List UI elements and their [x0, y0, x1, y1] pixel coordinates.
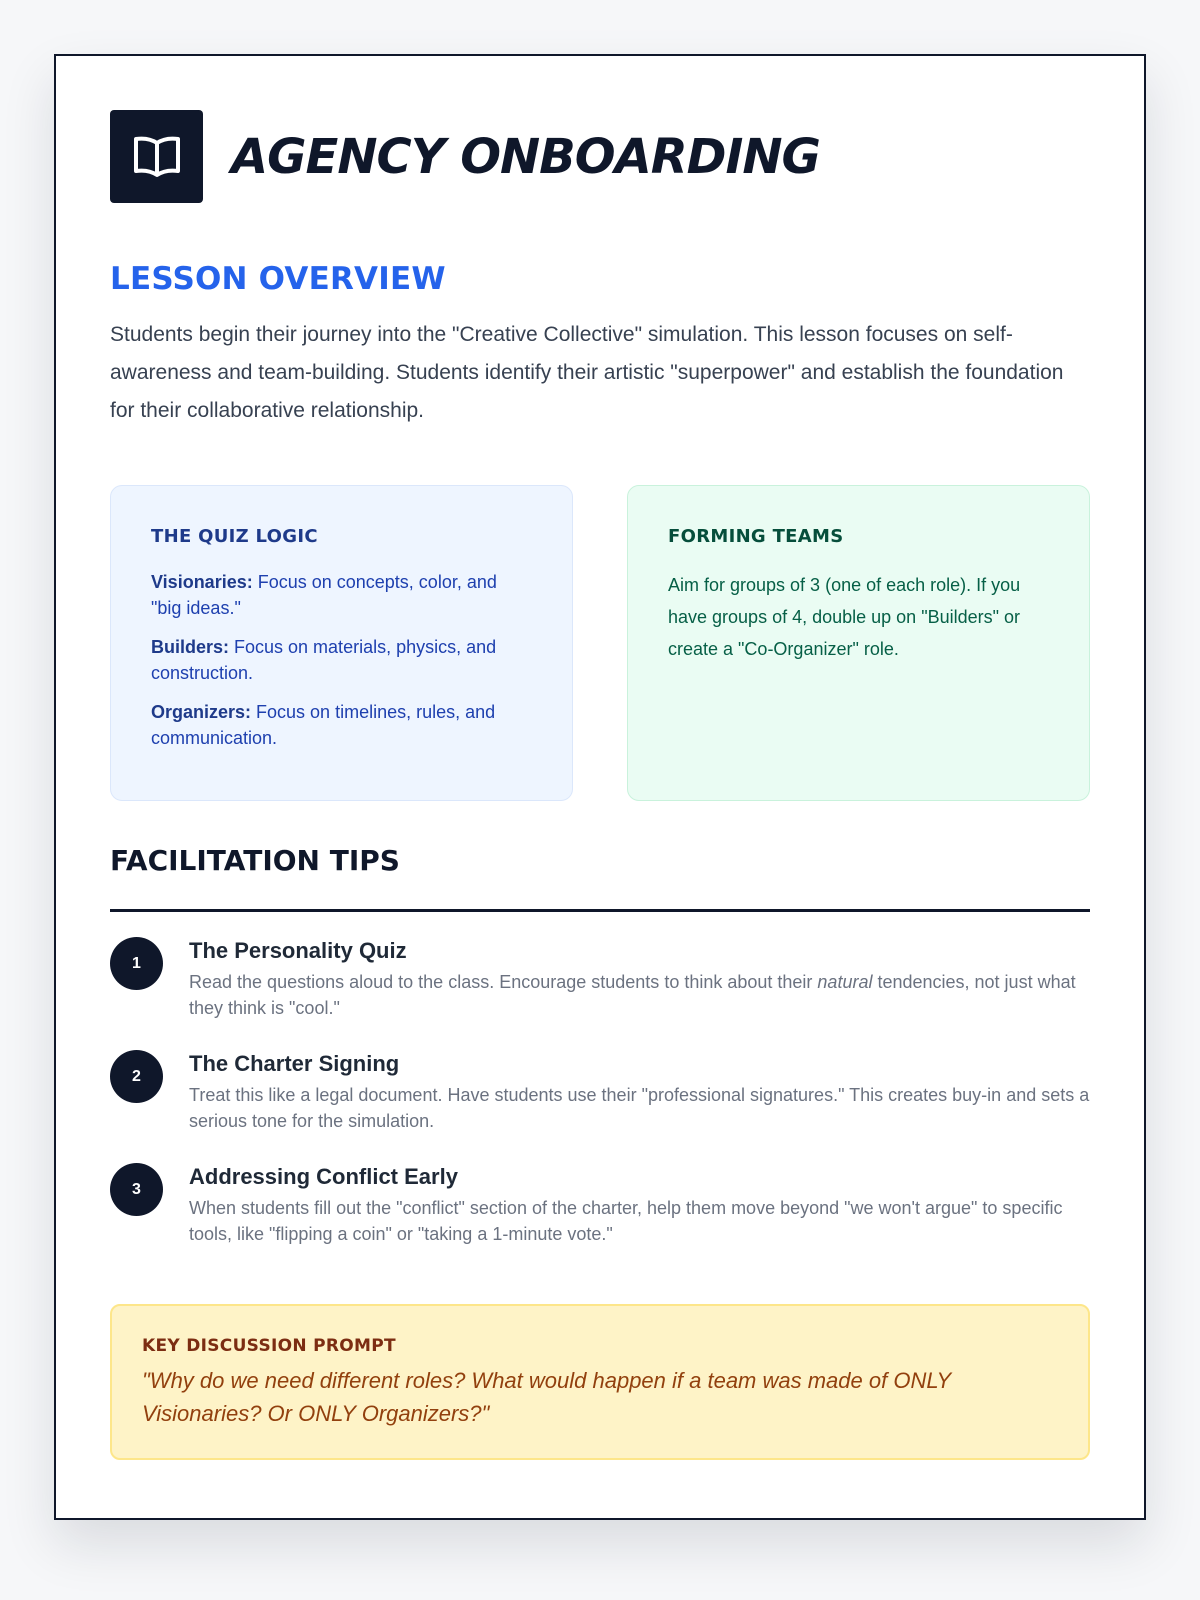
tip-item: [110, 1050, 1090, 1134]
quiz-item-builders: [151, 634, 532, 686]
forming-teams-card: [627, 485, 1090, 801]
quiz-logic-card: [110, 485, 573, 801]
tip-body: [189, 1050, 1090, 1134]
page-title: AGENCY ONBOARDING: [231, 128, 820, 185]
quiz-item-label: Organizers:: [151, 702, 252, 722]
tip-title: The Personality Quiz: [189, 938, 407, 963]
prompt-text: "Why do we need different roles? What would happen if a team was made of ONLY Visionaries? Or ONLY Organizers?": [142, 1368, 951, 1426]
tip-number-badge: 2: [110, 1050, 163, 1103]
open-book-icon: [131, 133, 183, 181]
tip-item: [110, 937, 1090, 1021]
quiz-item-organizers: [151, 699, 532, 751]
quiz-item-label: Builders:: [151, 637, 230, 657]
overview-text: Students begin their journey into the "Creative Collective" simulation. This lesson focuses on self-awareness and team-building. Students identify their artistic "superpower" and establish the foundation for their collaborative relationship.: [110, 323, 1064, 422]
tip-body: [189, 1163, 1090, 1247]
quiz-item-text: Focus on materials, physics, and construction.: [151, 637, 497, 683]
tip-desc-emphasis: natural: [817, 972, 873, 992]
tip-body: [189, 937, 1090, 1021]
tip-description: Treat this like a legal document. Have students use their "professional signatures." This creates buy-in and sets a serious tone for the simulation.: [189, 1085, 1090, 1131]
key-discussion-prompt: [110, 1304, 1090, 1460]
quiz-item-text: Focus on timelines, rules, and communication.: [151, 702, 496, 748]
overview-heading: LESSON OVERVIEW: [110, 261, 446, 297]
tip-description: [189, 969, 1090, 1021]
quiz-item-visionaries: [151, 569, 532, 621]
quiz-item-text: Focus on concepts, color, and "big ideas.": [151, 572, 497, 618]
tip-title: Addressing Conflict Early: [189, 1164, 458, 1189]
forming-teams-title: FORMING TEAMS: [668, 526, 844, 547]
section-divider: [110, 909, 1090, 912]
logo-box: [110, 110, 203, 203]
tip-desc-part: tendencies, not just what they think is "cool.": [189, 972, 1076, 1018]
tip-number-badge: 3: [110, 1163, 163, 1216]
tip-description: When students fill out the "conflict" section of the charter, help them move beyond "we won't argue" to specific tools, like "flipping a coin" or "taking a 1-minute vote.": [189, 1198, 1063, 1244]
tip-item: [110, 1163, 1090, 1247]
prompt-label: KEY DISCUSSION PROMPT: [142, 1336, 396, 1356]
header: [110, 110, 820, 203]
quiz-logic-title: THE QUIZ LOGIC: [151, 526, 318, 547]
tip-title: The Charter Signing: [189, 1051, 400, 1076]
facilitation-tips-heading: FACILITATION TIPS: [110, 844, 400, 877]
tip-number-badge: 1: [110, 937, 163, 990]
forming-teams-text: Aim for groups of 3 (one of each role). If you have groups of 4, double up on "Builders" or create a "Co-Organizer" role.: [668, 575, 1021, 659]
quiz-item-label: Visionaries:: [151, 572, 253, 592]
tip-desc-part: Read the questions aloud to the class. Encourage students to think about their: [189, 972, 818, 992]
lesson-sheet: [54, 54, 1146, 1520]
